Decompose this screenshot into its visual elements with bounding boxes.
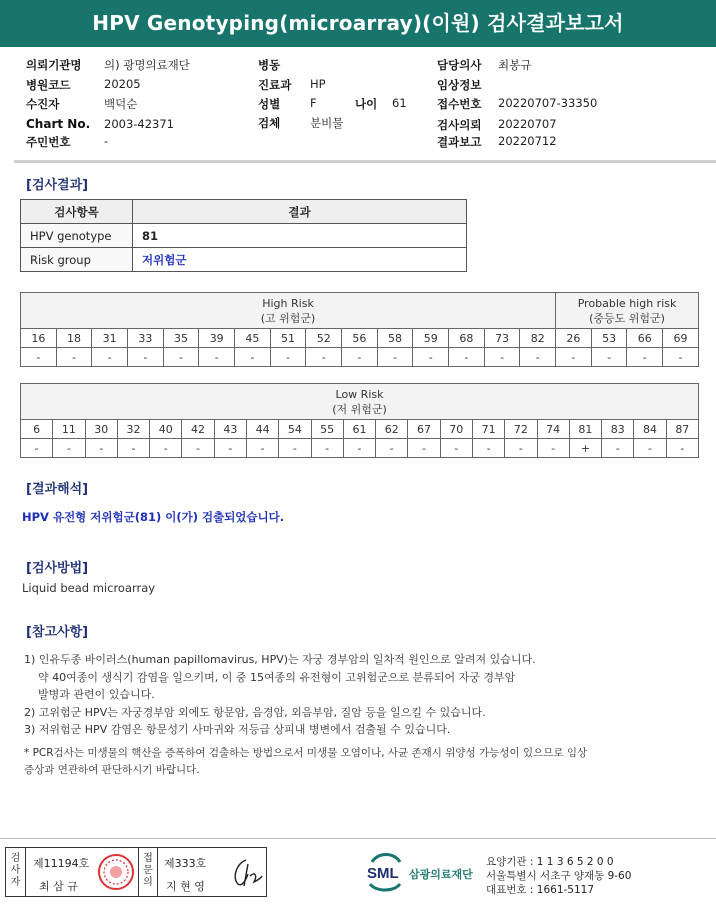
institution-value: 의) 광명의료재단 xyxy=(104,58,190,72)
lab-code: 요양기관 : 1 1 3 6 5 2 0 0 xyxy=(486,856,614,868)
lab-info xyxy=(486,855,631,897)
genotype-cell: 6 xyxy=(21,420,53,439)
note-1-cont: 약 40여종이 생식기 감염을 일으키며, 이 중 15여종의 유전형이 고위험군으로 분류되어 자궁 경부암 xyxy=(38,670,516,684)
genotype-result: - xyxy=(246,439,278,458)
genotype-result: - xyxy=(413,348,449,367)
receipt-no-value: 20220707-33350 xyxy=(498,96,598,110)
age-value: 61 xyxy=(392,96,407,110)
confirmer-label xyxy=(138,848,158,896)
pcr-note xyxy=(24,745,684,779)
resident-no-label: 주민번호 xyxy=(26,135,71,149)
genotype-result: - xyxy=(376,439,408,458)
genotype-cell: 58 xyxy=(377,329,413,348)
dept-label: 진료과 xyxy=(258,78,292,92)
genotype-result: - xyxy=(311,439,343,458)
genotype-result: - xyxy=(449,348,485,367)
institution-row xyxy=(26,57,82,73)
high-risk-title: High Risk xyxy=(262,296,314,310)
table-row xyxy=(21,248,467,272)
result-col-item: 검사항목 xyxy=(21,200,133,224)
genotype-result: - xyxy=(472,439,504,458)
genotype-cell: 62 xyxy=(376,420,408,439)
genotype-cell: 53 xyxy=(591,329,627,348)
genotype-result: - xyxy=(591,348,627,367)
genotype-cell: 52 xyxy=(306,329,342,348)
note-3: 3) 저위험군 HPV 감염은 항문성기 사마귀와 저등급 상피내 병변에서 검출될 수 있습니다. xyxy=(24,723,451,736)
genotype-cell: 18 xyxy=(56,329,92,348)
pcr-note-line2: 증상과 연관하여 판단하시기 바랍니다. xyxy=(24,764,200,776)
genotype-result: - xyxy=(214,439,246,458)
request-date-value: 20220707 xyxy=(498,117,557,131)
genotype-cell: 59 xyxy=(413,329,449,348)
clinical-label: 임상정보 xyxy=(437,78,482,92)
genotype-cell: 44 xyxy=(246,420,278,439)
confirmer-name: 지 현 영 xyxy=(166,880,205,893)
genotype-cell: 32 xyxy=(117,420,149,439)
age-label: 나이 xyxy=(355,97,378,111)
specimen-value: 분비물 xyxy=(310,116,344,130)
result-value: 저위험군 xyxy=(133,248,467,272)
examiner-license: 제11194호 xyxy=(33,857,90,870)
high-risk-table xyxy=(20,292,699,367)
genotype-result: - xyxy=(663,348,699,367)
genotype-cell: 87 xyxy=(666,420,698,439)
genotype-result: - xyxy=(342,348,378,367)
genotype-cell: 39 xyxy=(199,329,235,348)
result-item: HPV genotype xyxy=(21,224,133,248)
genotype-result: - xyxy=(279,439,311,458)
probable-risk-header xyxy=(556,293,699,329)
high-risk-header xyxy=(21,293,556,329)
genotype-cell: 35 xyxy=(163,329,199,348)
genotype-cell: 67 xyxy=(408,420,440,439)
genotype-cell: 70 xyxy=(440,420,472,439)
pcr-note-line1: * PCR검사는 미생물의 핵산을 증폭하여 검출하는 방법으로서 미생물 오염이나, 사균 존재시 위양성 가능성이 있으므로 임상 xyxy=(24,747,588,759)
genotype-cell: 11 xyxy=(53,420,85,439)
low-risk-table xyxy=(20,383,699,458)
genotype-cell: 56 xyxy=(342,329,378,348)
genotype-cell: 30 xyxy=(85,420,117,439)
result-item: Risk group xyxy=(21,248,133,272)
probable-risk-title: Probable high risk xyxy=(577,296,677,310)
receiver-label: 수진자 xyxy=(26,97,60,111)
genotype-result: - xyxy=(537,439,569,458)
request-date-label: 검사의뢰 xyxy=(437,118,482,132)
genotype-result: - xyxy=(377,348,413,367)
genotype-result: - xyxy=(602,439,634,458)
divider xyxy=(14,160,716,163)
genotype-result: + xyxy=(569,439,601,458)
section-interpretation-title: [결과해석] xyxy=(26,482,89,497)
genotype-cell: 81 xyxy=(569,420,601,439)
dept-value: HP xyxy=(310,77,326,91)
genotype-cell: 40 xyxy=(150,420,182,439)
resident-no-value: - xyxy=(104,134,109,148)
low-risk-title: Low Risk xyxy=(335,387,384,401)
genotype-result: - xyxy=(150,439,182,458)
specimen-label: 검체 xyxy=(258,116,281,130)
vertical-label-text: 검사자 xyxy=(10,853,21,888)
genotype-result: - xyxy=(505,439,537,458)
result-table xyxy=(20,199,467,272)
signature-icon xyxy=(228,856,264,890)
receiver-value: 백덕순 xyxy=(104,97,138,111)
sex-label: 성별 xyxy=(258,97,281,111)
genotype-cell: 83 xyxy=(602,420,634,439)
genotype-result: - xyxy=(484,348,520,367)
section-method-title: [검사방법] xyxy=(26,561,89,576)
section-notes-title: [참고사항] xyxy=(26,625,89,640)
genotype-result: - xyxy=(408,439,440,458)
genotype-cell: 68 xyxy=(449,329,485,348)
examiner-name: 최 삼 규 xyxy=(39,880,78,893)
genotype-cell: 26 xyxy=(556,329,592,348)
seal-icon xyxy=(97,853,135,891)
genotype-cell: 61 xyxy=(343,420,375,439)
genotype-result: - xyxy=(520,348,556,367)
genotype-result: - xyxy=(199,348,235,367)
confirmer-license: 제333호 xyxy=(164,857,207,870)
genotype-result: - xyxy=(56,348,92,367)
note-1-cont2: 발병과 관련이 있습니다. xyxy=(38,688,155,701)
genotype-cell: 42 xyxy=(182,420,214,439)
genotype-cell: 66 xyxy=(627,329,663,348)
genotype-result: - xyxy=(666,439,698,458)
genotype-cell: 54 xyxy=(279,420,311,439)
genotype-cell: 31 xyxy=(92,329,128,348)
section-result-title: [검사결과] xyxy=(26,178,89,193)
genotype-cell: 16 xyxy=(21,329,57,348)
lab-address: 서울특별시 서초구 양재동 9-60 xyxy=(486,870,632,882)
low-risk-subtitle: (저 위험군) xyxy=(332,402,387,416)
genotype-result: - xyxy=(117,439,149,458)
notes-list xyxy=(24,651,684,739)
high-risk-subtitle: (고 위험군) xyxy=(260,311,316,325)
genotype-cell: 84 xyxy=(634,420,666,439)
genotype-result: - xyxy=(343,439,375,458)
doctor-label: 담당의사 xyxy=(437,58,482,72)
ward-label: 병동 xyxy=(258,58,281,72)
note-1: 1) 인유두종 바이러스(human papillomavirus, HPV)는 자궁 경부암의 일차적 원인으로 알려져 있습니다. xyxy=(24,653,536,666)
report-title: HPV Genotyping(microarray)(이원) 검사결과보고서 xyxy=(92,11,624,35)
genotype-result: - xyxy=(270,348,306,367)
genotype-cell: 69 xyxy=(663,329,699,348)
genotype-cell: 73 xyxy=(484,329,520,348)
genotype-cell: 51 xyxy=(270,329,306,348)
table-row xyxy=(21,224,467,248)
note-2: 2) 고위험군 HPV는 자궁경부암 외에도 항문암, 음경암, 외음부암, 질암 등을 일으킬 수 있습니다. xyxy=(24,705,486,719)
genotype-result: - xyxy=(53,439,85,458)
genotype-result: - xyxy=(182,439,214,458)
sex-value: F xyxy=(310,96,317,110)
result-value: 81 xyxy=(133,224,467,248)
genotype-result: - xyxy=(634,439,666,458)
hospital-code-label: 병원코드 xyxy=(26,78,71,92)
genotype-result: - xyxy=(556,348,592,367)
lab-name: 삼광의료재단 xyxy=(409,868,473,881)
footer-divider xyxy=(0,838,716,839)
lab-phone: 대표번호 : 1661-5117 xyxy=(486,884,595,896)
genotype-result: - xyxy=(128,348,164,367)
genotype-cell: 71 xyxy=(472,420,504,439)
genotype-result: - xyxy=(85,439,117,458)
examiner-label xyxy=(6,848,26,896)
vertical-label-text: 접문의 xyxy=(143,853,153,888)
report-date-value: 20220712 xyxy=(498,134,557,148)
report-date-label: 결과보고 xyxy=(437,135,482,149)
genotype-result: - xyxy=(440,439,472,458)
sml-logo-icon xyxy=(364,850,406,894)
genotype-cell: 45 xyxy=(235,329,271,348)
genotype-result: - xyxy=(92,348,128,367)
genotype-result: - xyxy=(21,348,57,367)
genotype-result: - xyxy=(235,348,271,367)
institution-label: 의뢰기관명 xyxy=(26,58,82,72)
genotype-cell: 82 xyxy=(520,329,556,348)
chart-no-value: 2003-42371 xyxy=(104,117,174,131)
logo-abbr: SML xyxy=(367,865,399,882)
genotype-cell: 72 xyxy=(505,420,537,439)
low-risk-header xyxy=(21,384,699,420)
genotype-cell: 33 xyxy=(128,329,164,348)
genotype-cell: 55 xyxy=(311,420,343,439)
genotype-result: - xyxy=(163,348,199,367)
method-text: Liquid bead microarray xyxy=(22,581,156,595)
signature-box xyxy=(5,847,267,897)
hospital-code-value: 20205 xyxy=(104,77,141,91)
genotype-result: - xyxy=(306,348,342,367)
genotype-result: - xyxy=(627,348,663,367)
genotype-result: - xyxy=(21,439,53,458)
genotype-cell: 74 xyxy=(537,420,569,439)
probable-risk-subtitle: (중등도 위험군) xyxy=(589,311,665,325)
doctor-value: 최봉규 xyxy=(498,58,532,72)
result-col-value: 결과 xyxy=(133,200,467,224)
interpretation-text: HPV 유전형 저위험군(81) 이(가) 검출되었습니다. xyxy=(22,510,285,524)
chart-no-label: Chart No. xyxy=(26,117,91,131)
genotype-cell: 43 xyxy=(214,420,246,439)
receipt-no-label: 접수번호 xyxy=(437,97,482,111)
